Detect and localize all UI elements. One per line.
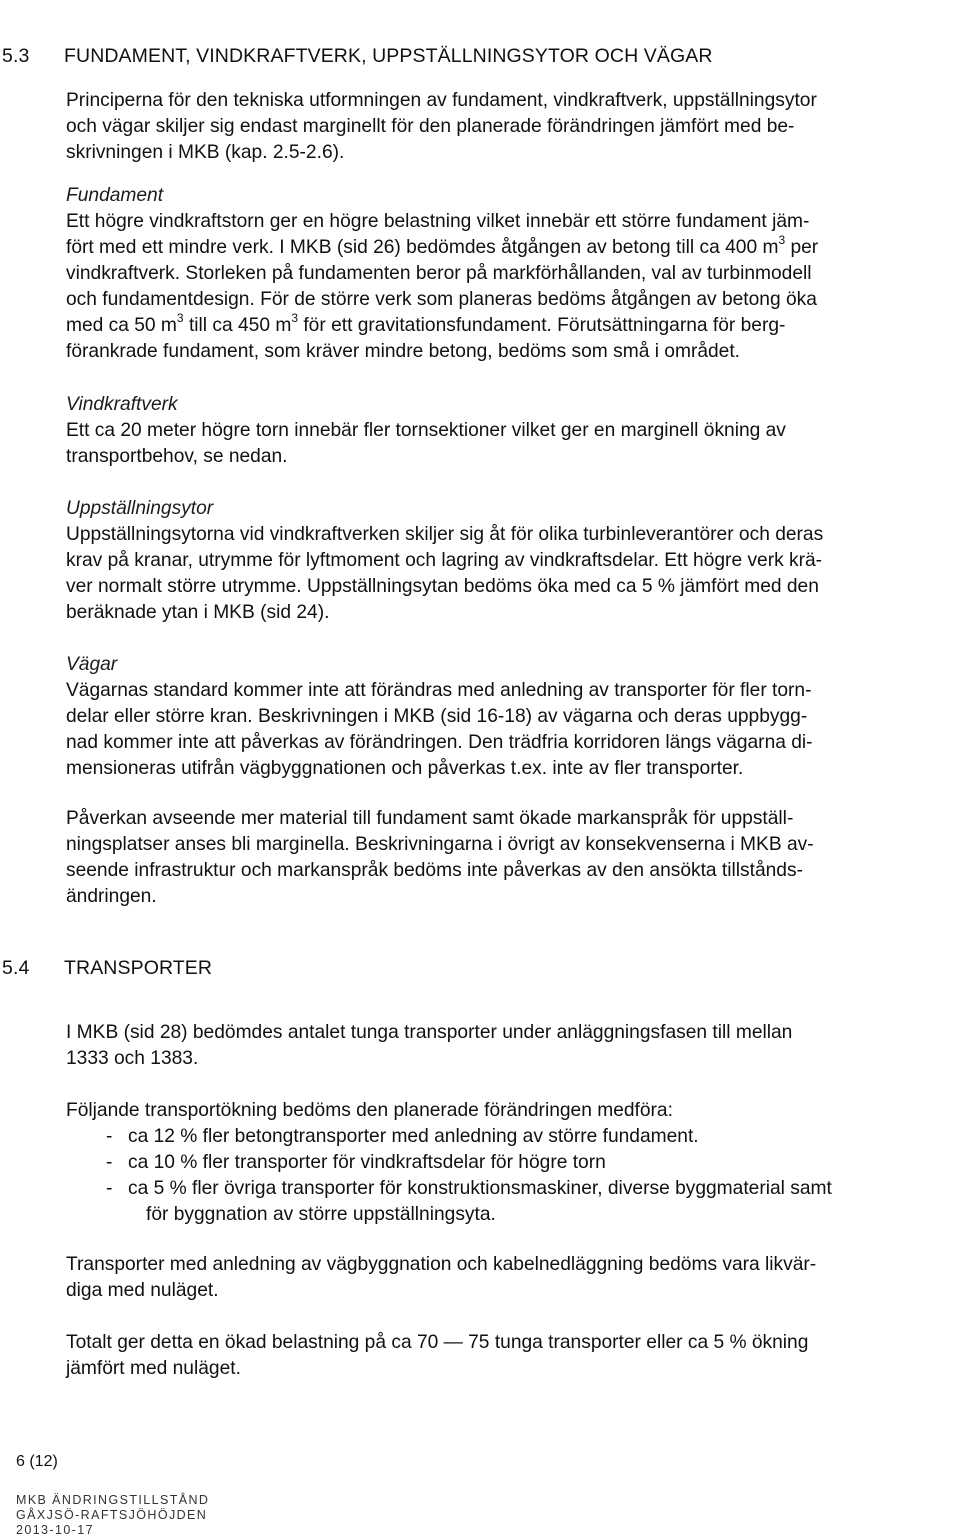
footer-info [16, 1493, 209, 1538]
text-line: krav på kranar, utrymme för lyftmoment och lagring av vindkraftsdelar. Ett högre verk krä- [66, 550, 823, 571]
text-run: per [785, 237, 819, 258]
text-line: förankrade fundament, som kräver mindre betong, bedöms som små i området. [66, 341, 741, 362]
text-line: Transporter med anledning av vägbyggnation och kabelnedläggning bedöms vara likvär- [66, 1254, 817, 1275]
section-number: 5.4 [2, 957, 30, 979]
subheading-vagar: Vägar [66, 654, 118, 675]
list-item-continuation: för byggnation av större uppställningsyta. [146, 1204, 496, 1225]
list-item [66, 1150, 952, 1176]
transport-intro-paragraph [66, 1020, 952, 1072]
text-line [66, 310, 952, 339]
text-line: Ett högre vindkraftstorn ger en högre belastning vilket innebär ett större fundament jäm- [66, 211, 810, 232]
text-line: 1333 och 1383. [66, 1048, 199, 1069]
uppstallningsytor-block [66, 496, 952, 626]
text-line: ändringen. [66, 886, 157, 907]
text-run: fört med ett mindre verk. I MKB (sid 26) bedömdes åtgången av betong till ca 400 m [66, 237, 779, 258]
text-line: transportbehov, se nedan. [66, 446, 288, 467]
page-number: 6 (12) [16, 1453, 58, 1470]
text-line: Principerna för den tekniska utformningen av fundament, vindkraftverk, uppställningsytor [66, 90, 817, 111]
vagar-block [66, 652, 952, 782]
text-line: nad kommer inte att påverkas av förändringen. Den trädfria korridoren längs vägarna di- [66, 732, 813, 753]
fundament-block [66, 183, 952, 365]
list-intro: Följande transportökning bedöms den planerade förändringen medföra: [66, 1100, 673, 1121]
superscript: 3 [176, 310, 184, 325]
text-line: ningsplatser anses bli marginella. Beskrivningarna i övrigt av konsekvenserna i MKB av- [66, 834, 814, 855]
dash-bullet: - [106, 1126, 113, 1147]
text-line: Totalt ger detta en ökad belastning på ca 70 — 75 tunga transporter eller ca 5 % ökning [66, 1332, 809, 1353]
text-line: skrivningen i MKB (kap. 2.5-2.6). [66, 142, 345, 163]
paverkan-paragraph [66, 806, 952, 910]
text-line: diga med nuläget. [66, 1280, 219, 1301]
totalt-paragraph [66, 1330, 952, 1382]
text-line: delar eller större kran. Beskrivningen i MKB (sid 16-18) av vägarna och deras uppbygg- [66, 706, 808, 727]
text-line: I MKB (sid 28) bedömdes antalet tunga transporter under anläggningsfasen till mellan [66, 1022, 793, 1043]
text-line: och vägar skiljer sig endast marginellt för den planerade förändringen jämfört med be- [66, 116, 795, 137]
section-title: FUNDAMENT, VINDKRAFTVERK, UPPSTÄLLNINGSYTOR OCH VÄGAR [64, 45, 713, 67]
superscript: 3 [291, 310, 299, 325]
text-line: Påverkan avseende mer material till fundament samt ökade markanspråk för uppställ- [66, 808, 794, 829]
dash-bullet: - [106, 1178, 113, 1199]
footer-line: GÅXJSÖ-RAFTSJÖHÖJDEN [16, 1508, 208, 1522]
subheading-vindkraftverk: Vindkraftverk [66, 394, 178, 415]
list-item-text: ca 12 % fler betongtransporter med anledning av större fundament. [128, 1126, 699, 1147]
vagbyggnation-paragraph [66, 1252, 952, 1304]
footer-line: MKB ÄNDRINGSTILLSTÅND [16, 1493, 210, 1507]
footer-date: 2013-10-17 [16, 1523, 94, 1537]
text-run: med ca 50 m [66, 315, 177, 336]
text-line: och fundamentdesign. För de större verk som planeras bedöms åtgången av betong öka [66, 289, 817, 310]
text-line: beräknade ytan i MKB (sid 24). [66, 602, 330, 623]
list-item-text: ca 10 % fler transporter för vindkraftsdelar för högre torn [128, 1152, 606, 1173]
text-line: Uppställningsytorna vid vindkraftverken skiljer sig åt för olika turbinleverantörer och deras [66, 524, 824, 545]
section-title: TRANSPORTER [64, 957, 213, 979]
text-run: till ca 450 m [183, 315, 292, 336]
text-line: Vägarnas standard kommer inte att förändras med anledning av transporter för fler torn- [66, 680, 812, 701]
text-line: Ett ca 20 meter högre torn innebär fler tornsektioner vilket ger en marginell ökning av [66, 420, 786, 441]
text-line: vindkraftverk. Storleken på fundamenten beror på markförhållanden, val av turbinmodell [66, 263, 812, 284]
subheading-uppstallningsytor: Uppställningsytor [66, 498, 214, 519]
list-item [66, 1124, 952, 1150]
intro-paragraph [66, 88, 952, 166]
vindkraftverk-block [66, 392, 952, 470]
text-run: för ett gravitationsfundament. Förutsättningarna för berg- [298, 315, 786, 336]
superscript: 3 [778, 232, 786, 247]
section-number: 5.3 [2, 45, 30, 67]
subheading-fundament: Fundament [66, 185, 164, 206]
list-item [66, 1176, 952, 1202]
text-line [66, 232, 952, 261]
transport-increase-list [66, 1098, 952, 1228]
list-item-text: ca 5 % fler övriga transporter för konstruktionsmaskiner, diverse byggmaterial samt [128, 1178, 832, 1199]
text-line: mensioneras utifrån vägbyggnationen och påverkas t.ex. inte av fler transporter. [66, 758, 744, 779]
text-line: ver normalt större utrymme. Uppställningsytan bedöms öka med ca 5 % jämfört med den [66, 576, 819, 597]
text-line: jämfört med nuläget. [66, 1358, 241, 1379]
text-line: seende infrastruktur och markanspråk bedöms inte påverkas av den ansökta tillstånds- [66, 860, 803, 881]
dash-bullet: - [106, 1152, 113, 1173]
